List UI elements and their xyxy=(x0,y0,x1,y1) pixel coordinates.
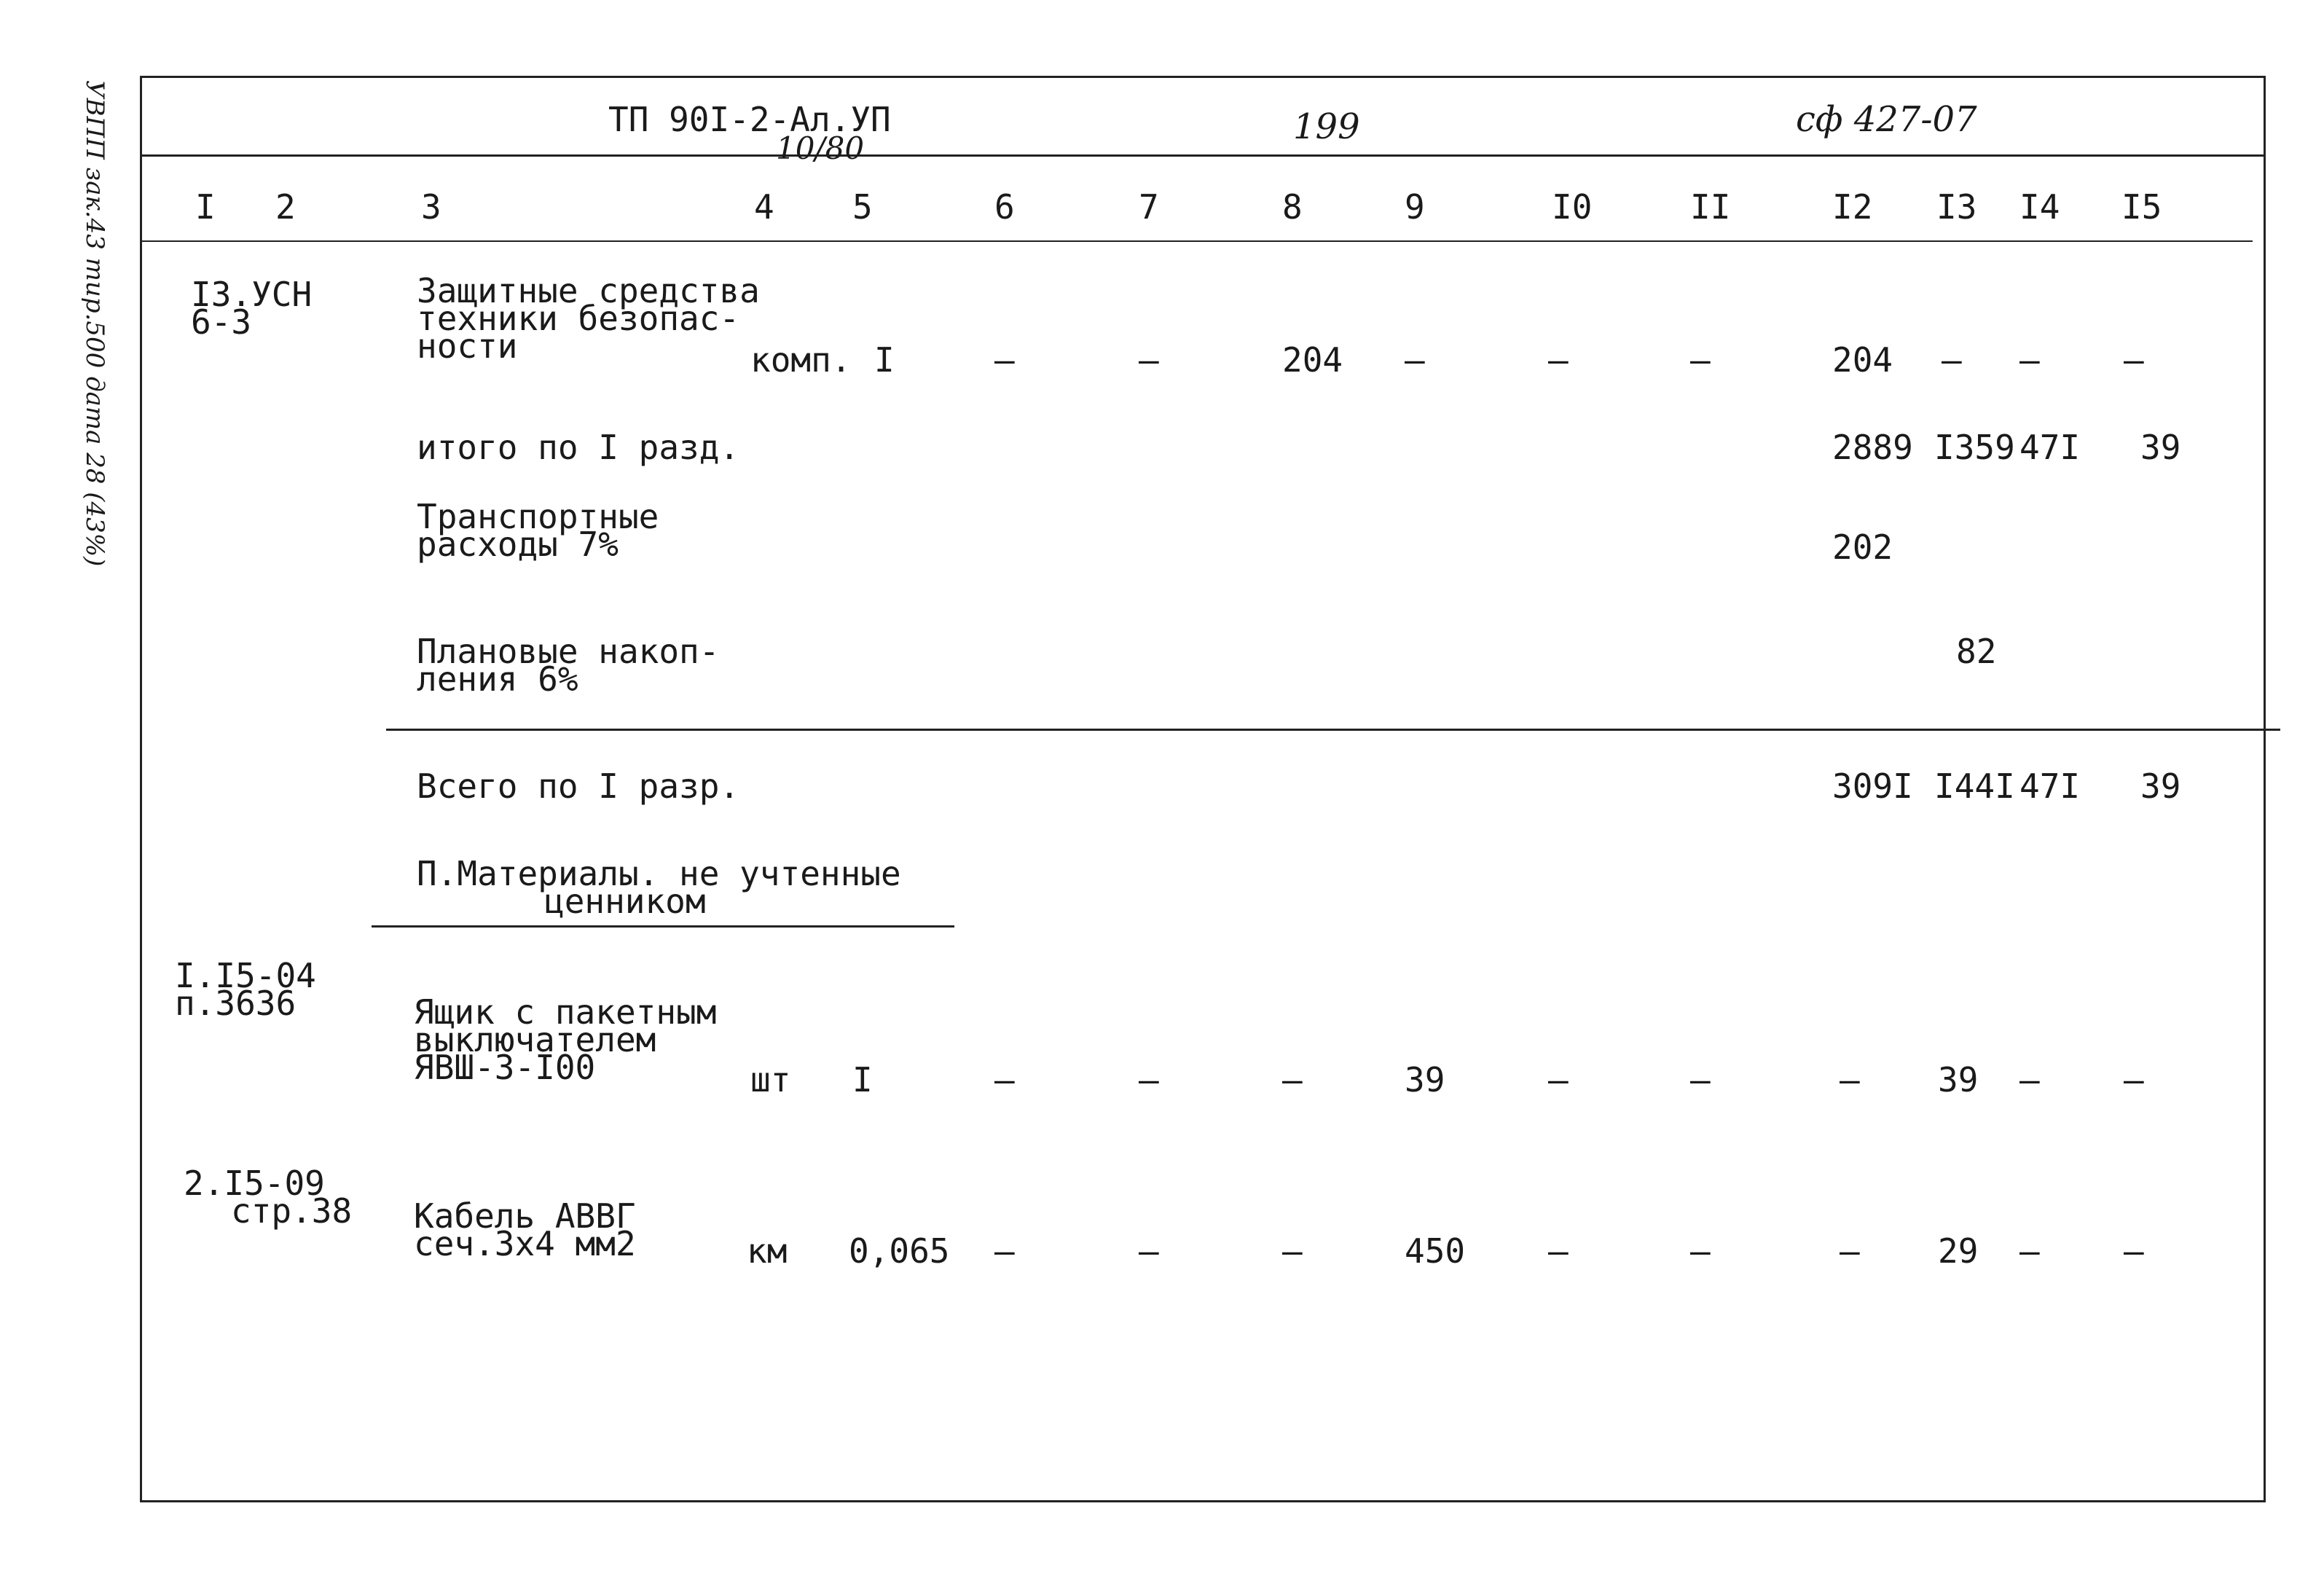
row7-c10: – xyxy=(1548,1060,1569,1099)
row8-c13: 29 xyxy=(1938,1231,1979,1271)
row8-unit: км xyxy=(747,1231,788,1271)
row8-code-1: 2.I5-09 xyxy=(184,1164,325,1203)
row8-c14: – xyxy=(2019,1231,2040,1271)
row1-code-1: I3.УСН xyxy=(191,275,313,314)
row8-c7: – xyxy=(1139,1231,1159,1271)
row3-name-1: Транспортные xyxy=(417,497,659,536)
row2-c13: I359 xyxy=(1934,428,2015,467)
row7-c8: – xyxy=(1282,1060,1303,1099)
row7-c14: – xyxy=(2019,1060,2040,1099)
row8-name-1: Кабель АВВГ xyxy=(414,1196,636,1236)
row4-name-1: Плановые накоп- xyxy=(417,632,720,671)
right-code: сф 427-07 xyxy=(1796,99,1977,140)
row7-name-1: Ящик с пакетным xyxy=(414,992,717,1032)
row7-name-2: выключателем xyxy=(414,1020,656,1059)
row7-c13: 39 xyxy=(1938,1060,1979,1099)
row7-c15: – xyxy=(2124,1060,2144,1099)
row1-name-1: Защитные средства xyxy=(417,271,760,310)
col-num-3: 3 xyxy=(421,187,441,227)
row1-c10: – xyxy=(1548,340,1569,380)
section-heading-1: П.Материалы. не учтенные xyxy=(417,854,901,893)
row3-name xyxy=(417,499,659,562)
row1-c6: – xyxy=(994,340,1015,380)
side-stamp: УВПП зак.43 тир.500 дата 28 (43%) xyxy=(80,80,109,567)
row7-c9: 39 xyxy=(1405,1060,1445,1099)
table-row xyxy=(191,277,312,340)
row8-name-2: сеч.3х4 мм2 xyxy=(414,1224,636,1263)
row8-qty: 0,065 xyxy=(849,1231,950,1271)
row7-code xyxy=(175,958,316,1021)
row3-name-2: расходы 7% xyxy=(417,525,619,564)
row2-name: итого по I разд. xyxy=(417,428,740,467)
col-num-13: I3 xyxy=(1936,187,1977,227)
total-divider xyxy=(386,729,2280,731)
row8-name xyxy=(414,1196,636,1263)
row1-c12: 204 xyxy=(1832,340,1893,380)
row8-c6: – xyxy=(994,1231,1015,1271)
row1-name-3: ности xyxy=(417,326,518,366)
row8-c8: – xyxy=(1282,1231,1303,1271)
section-heading-2: ценником xyxy=(544,882,706,921)
col-num-12: I2 xyxy=(1832,187,1873,227)
col-num-5: 5 xyxy=(852,187,873,227)
col-num-14: I4 xyxy=(2019,187,2060,227)
row1-c7: – xyxy=(1139,340,1159,380)
row7-name xyxy=(414,992,717,1087)
row7-name-3: ЯВШ-3-I00 xyxy=(414,1048,596,1087)
row7-c12: – xyxy=(1840,1060,1860,1099)
doc-code: ТП 90I-2-Ал.УП xyxy=(608,100,891,139)
row8-code xyxy=(184,1164,353,1231)
row8-c11: – xyxy=(1690,1231,1711,1271)
row5-name: Всего по I разр. xyxy=(417,766,740,806)
row5-c15: 39 xyxy=(2140,766,2181,806)
row1-code-2: 6-3 xyxy=(191,302,252,342)
row2-c12: 2889 xyxy=(1832,428,1913,467)
row1-c14: – xyxy=(2019,340,2040,380)
row8-c12: – xyxy=(1840,1231,1860,1271)
row1-c15: – xyxy=(2124,340,2144,380)
row8-code-2: стр.38 xyxy=(231,1191,353,1231)
row7-code-2: п.3636 xyxy=(175,984,297,1023)
row8-c9: 450 xyxy=(1405,1231,1466,1271)
col-num-15: I5 xyxy=(2121,187,2162,227)
col-num-7: 7 xyxy=(1139,187,1159,227)
row1-name xyxy=(417,273,760,364)
col-num-8: 8 xyxy=(1282,187,1303,227)
col-num-4: 4 xyxy=(754,187,774,227)
section-underline xyxy=(372,925,954,928)
page-number: 199 xyxy=(1293,106,1360,147)
row4-c13: 82 xyxy=(1956,632,1997,671)
doc-code-sub: 10/80 xyxy=(776,130,865,166)
section-heading xyxy=(417,856,901,919)
header-divider xyxy=(140,154,2266,157)
row3-c12: 202 xyxy=(1832,528,1893,567)
row1-c8: 204 xyxy=(1282,340,1343,380)
row2-c14: 47I xyxy=(2019,428,2081,467)
row1-name-2: техники безопас- xyxy=(417,299,740,338)
row8-c15: – xyxy=(2124,1231,2144,1271)
row1-c13: – xyxy=(1942,340,1962,380)
row8-c10: – xyxy=(1548,1231,1569,1271)
col-num-10: I0 xyxy=(1552,187,1593,227)
col-num-6: 6 xyxy=(994,187,1015,227)
row7-c6: – xyxy=(994,1060,1015,1099)
row7-qty: I xyxy=(852,1060,873,1099)
row4-name-2: ления 6% xyxy=(417,659,578,699)
col-num-1: I xyxy=(195,187,216,227)
row2-c15: 39 xyxy=(2140,428,2181,467)
row5-c12: 309I xyxy=(1832,766,1913,806)
row5-c14: 47I xyxy=(2019,766,2081,806)
row7-c7: – xyxy=(1139,1060,1159,1099)
column-header-divider xyxy=(140,240,2253,242)
row4-name xyxy=(417,634,719,697)
row1-unit: комп. xyxy=(750,340,852,380)
col-num-9: 9 xyxy=(1405,187,1425,227)
row7-code-1: I.I5-04 xyxy=(175,956,316,995)
row1-c11: – xyxy=(1690,340,1711,380)
row1-c9: – xyxy=(1405,340,1425,380)
row5-c13: I44I xyxy=(1934,766,2015,806)
col-num-2: 2 xyxy=(275,187,296,227)
row7-c11: – xyxy=(1690,1060,1711,1099)
row1-qty: I xyxy=(874,340,895,380)
row7-unit: шт xyxy=(750,1060,791,1099)
col-num-11: II xyxy=(1690,187,1731,227)
